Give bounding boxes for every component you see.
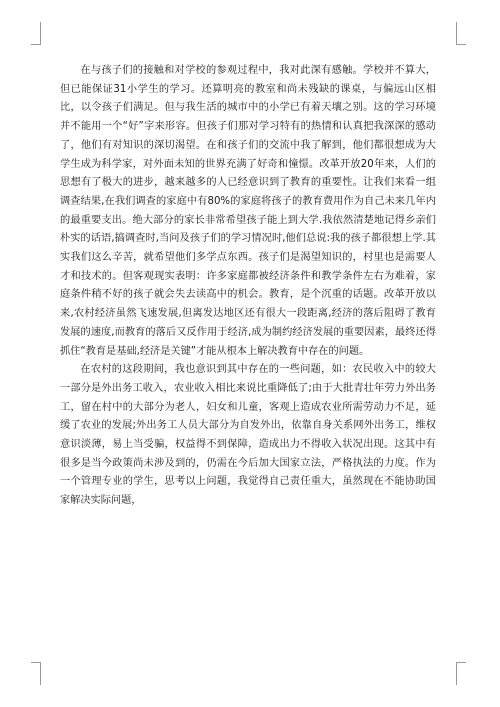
- paragraph-2: 在农村的这段期间，我也意识到其中存在的一些问题，如：农民收入中的较大一部分是外出务工收入，农业收入相比来说比重降低了;由于大批青壮年劳力外出务工，留在村中的大部分为老人，妇女和儿童，客观上造成农业所需劳动力不足，延缓了农业的发展;外出务工人员大部分为自发外出，依靠自身关系网外出务工，维权意识淡薄，易上当受骗，权益得不到保障，造成出力不得收入状况出现。这其中有很多是当今政策尚未涉及到的，仍需在今后加大国家立法，严格执法的力度。作为一个管理专业的学生，思考以上问题，我觉得自己责任重大，虽然现在不能协助国家解决实际问题，: [60, 364, 436, 507]
- crop-mark-top-right: [456, 22, 466, 45]
- crop-mark-bottom-left: [31, 662, 41, 685]
- crop-mark-bottom-right: [456, 662, 466, 685]
- crop-mark-top-left: [31, 22, 41, 45]
- paragraph-1: 在与孩子们的接触和对学校的参观过程中，我对此深有感触。学校并不算大，但已能保证31小学生的学习。还算明亮的教室和尚未残缺的课桌，与偏远山区相比，以令孩子们满足。但与我生活的城市中的小学已有着天壤之别。这的学习环境并不能用一个“好”字来形容。但孩子们那对学习特有的热情和认真把我深深的感动了，他们有对知识的深切渴望。在和孩子们的交流中我了解到，他们都很想成为大学生成为科学家，对外面未知的世界充满了好奇和憧憬。改革开放20年来，人们的思想有了极大的进步，越来越多的人已经意识到了教育的重要性。让我们来看一组调查结果,在我们调查的家庭中有80%的家庭将孩子的教育费用作为自己未来几年内的最重要支出。绝大部分的家长非常希望孩子能上到大学.我依然清楚地记得乡亲们朴实的话语,搞调查时,当问及孩子们的学习情况时,他们总说:我的孩子都很想上学.其实我们这么辛苦，就希望他们多学点东西。孩子们是渴望知识的，村里也是需要人才和技术的。但客观现实表明：许多家庭都被经济条件和教学条件左右为难着，家庭条件稍不好的孩子就会失去读高中的机会。教育，是个沉重的话题。改革开放以来,农村经济虽然飞速发展,但离发达地区还有很大一段距离,经济的落后阻碍了教育发展的速度,而教育的落后又反作用于经济,成为制约经济发展的重要因素，最终还得抓住“教育是基础,经济是关键”才能从根本上解决教育中存在的问题。: [60, 65, 436, 357]
- document-body: [60, 62, 436, 511]
